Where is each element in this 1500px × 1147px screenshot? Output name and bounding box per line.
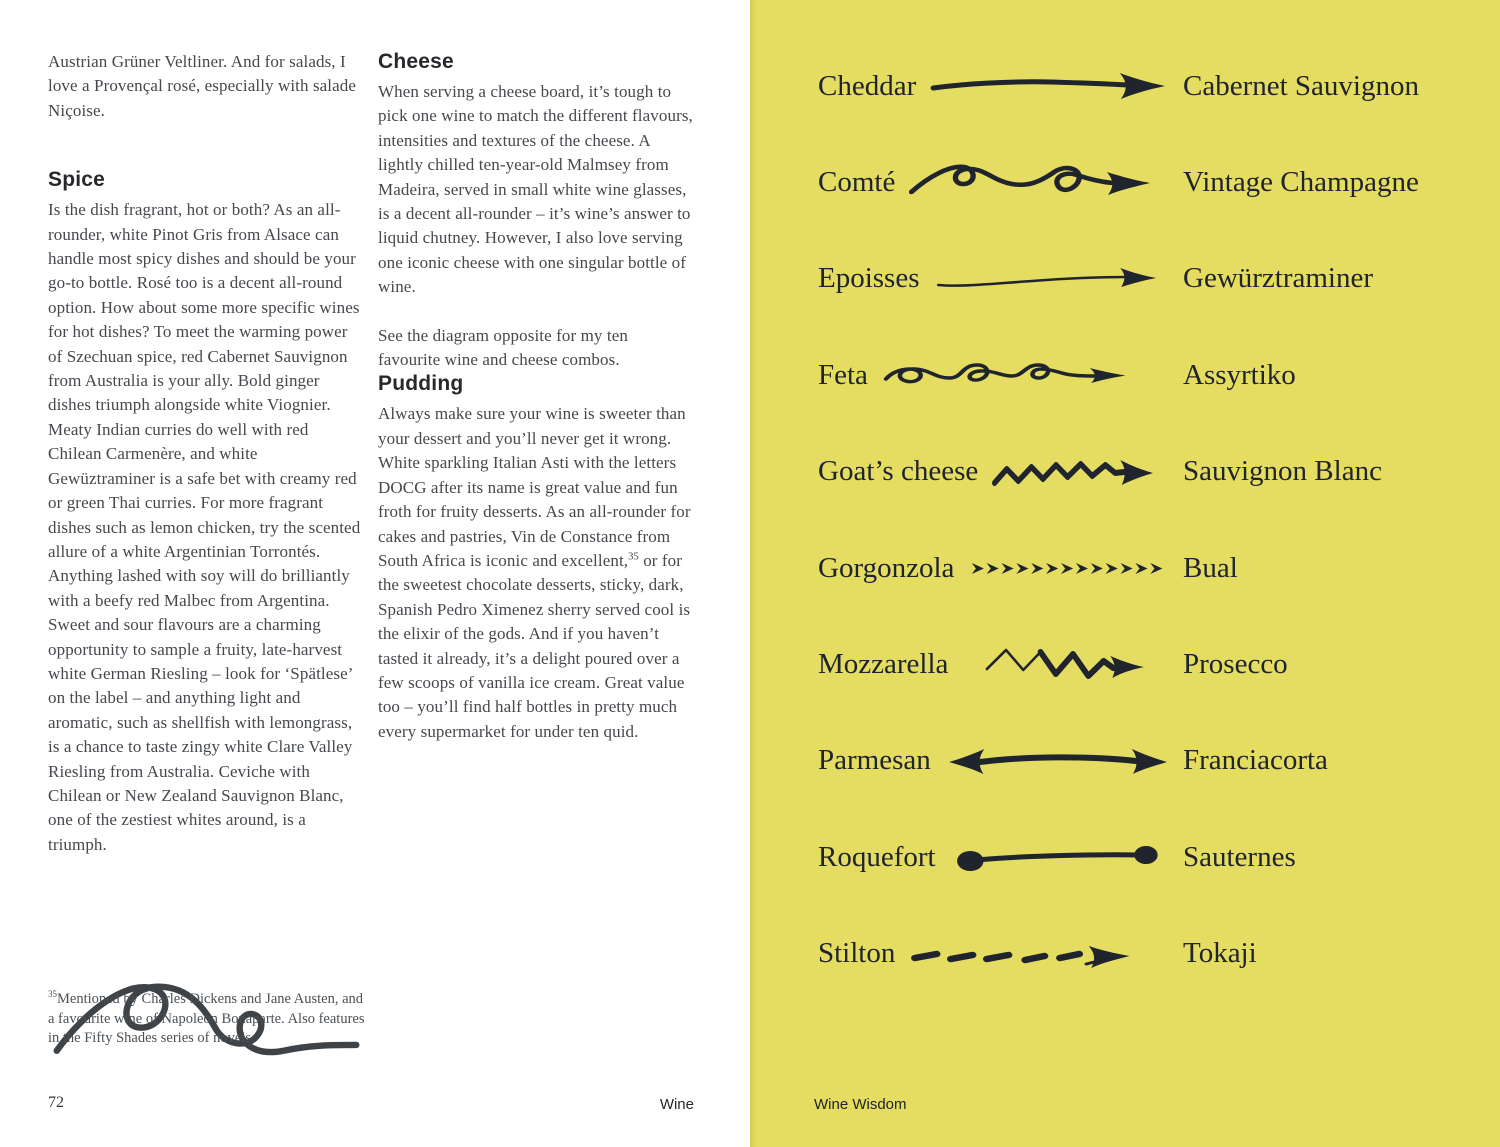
middle-column (378, 50, 694, 744)
thin-straight-arrow-icon (934, 253, 1174, 305)
cheese-label: Epoisses (818, 262, 920, 295)
footnote-block (48, 946, 368, 1049)
cheese-note-paragraph: See the diagram opposite for my ten favourite wine and cheese combos. (378, 325, 628, 370)
pairing-row (818, 616, 1460, 712)
pairing-row (818, 327, 1460, 423)
pudding-text-part2: or for the sweetest chocolate desserts, sticky, dark, Spanish Pedro Ximenez sherry served cool is the elixir of the gods. And if you haven’t tasted it already, it’s a delight poured over a few scoops of vanilla ice cream. Great value too – you’ll find half bottles in pretty much every supermarket for under ten quid. (378, 550, 691, 741)
wine-label: Franciacorta (1183, 744, 1328, 777)
cheese-label: Feta (818, 358, 868, 391)
pairing-row (818, 231, 1460, 327)
intro-paragraph: Austrian Grüner Veltliner. And for salads, I love a Provençal rosé, especially with salade Niçoise. (48, 52, 357, 120)
bold-straight-arrow-icon (930, 60, 1173, 112)
chapter-footer-label: Wine (659, 1096, 694, 1113)
cheese-label: Mozzarella (818, 648, 949, 681)
right-page (750, 0, 1500, 1147)
cheese-label: Comté (818, 166, 896, 199)
cheese-label: Roquefort (818, 840, 936, 873)
pairing-row (818, 38, 1460, 134)
pairing-row (818, 134, 1460, 230)
spice-heading: Spice (48, 168, 106, 192)
cheese-heading: Cheese (378, 50, 454, 73)
cursive-squiggle-arrow-icon (882, 349, 1173, 401)
dashed-arrowheads-arrow-icon (968, 542, 1173, 594)
pairing-row (818, 809, 1460, 905)
dashes-arrow-icon (909, 928, 1173, 980)
cheese-wine-pairing-diagram (818, 38, 1460, 1002)
cheese-label: Stilton (818, 937, 896, 970)
wine-label: Bual (1183, 551, 1238, 584)
wine-label: Tokaji (1183, 937, 1257, 970)
wine-label: Sauvignon Blanc (1183, 455, 1382, 488)
wine-label: Prosecco (1183, 648, 1288, 681)
left-column (48, 50, 361, 857)
pudding-text-part1: Always make sure your wine is sweeter than your dessert and you’ll never get it wrong. White sparkling Italian Asti with the letters DOCG after its name is great value and fun froth for fruity desserts. As an all-rounder for cakes and pastries, Vin de Constance from South Africa is iconic and excellent, (378, 404, 691, 570)
wine-label: Cabernet Sauvignon (1183, 69, 1419, 102)
footnote-reference: 35 (628, 551, 639, 563)
pairing-row (818, 424, 1460, 520)
zigzag-grow-arrow-icon (962, 639, 1173, 691)
pairing-row (818, 906, 1460, 1002)
dumbbell-line-arrow-icon (950, 831, 1173, 883)
wine-label: Assyrtiko (1183, 358, 1296, 391)
spice-paragraph: Is the dish fragrant, hot or both? As an all-rounder, white Pinot Gris from Alsace can handle most spicy dishes and should be your go-to bottle. Rosé too is a decent all-round option. How about some more specific wines for hot dishes? To meet the warming power of Szechuan spice, red Cabernet Sauvignon from Australia is your ally. Bold ginger dishes triumph alongside white Viognier. Meaty Indian curries do well with red Chilean Carmenère, and white Gewüztraminer is a safe bet with creamy red or green Thai curries. For more fragrant dishes such as lemon chicken, try the scented allure of a white Argentinian Torrontés. Anything lashed with soy will do brilliantly with a beefy red Malbec from Argentina. Sweet and sour flavours are a charming opportunity to sample a fruity, late-harvest white German Riesling – look for ‘Spätlese’ on the label – and anything light and aromatic, such as shellfish with lemongrass, is a chance to taste zingy white Clare Valley Riesling from Australia. Ceviche with Chilean or New Zealand Sauvignon Blanc, one of the zestiest whites around, is a triumph. (48, 200, 361, 854)
page-number: 72 (48, 1094, 64, 1111)
section-footer-label: Wine Wisdom (814, 1096, 907, 1113)
zigzag-wave-arrow-icon (992, 446, 1173, 498)
cheese-label: Parmesan (818, 744, 931, 777)
footnote-text: $^{35}$Mentioned by Charles Dickens and Jane Austen, and a favourite wine of Napoleon Bonaparte. Also features in the Fifty Shades series of novels. (48, 989, 365, 1046)
cheese-label: Goat’s cheese (818, 455, 979, 488)
cheese-label: Gorgonzola (818, 551, 955, 584)
flourish-squiggle-icon (48, 946, 368, 986)
pudding-paragraph (378, 402, 694, 744)
cheese-label: Cheddar (818, 69, 917, 102)
pudding-heading: Pudding (378, 372, 464, 396)
wine-label: Vintage Champagne (1183, 166, 1419, 199)
pairing-row (818, 520, 1460, 616)
cheese-paragraph: When serving a cheese board, it’s tough to pick one wine to match the different flavours, intensities and textures of the cheese. A lightly chilled ten-year-old Malmsey from Madeira, served in small white wine glasses, is a decent all-rounder – it’s wine’s answer to liquid chutney. However, I also love serving one iconic cheese with one singular bottle of wine. (378, 82, 693, 297)
wine-label: Sauternes (1183, 840, 1296, 873)
double-headed-arrow-icon (945, 735, 1173, 787)
loop-curl-arrow-icon (909, 157, 1173, 209)
wine-label: Gewürztraminer (1183, 262, 1374, 295)
footnote-marker: 35 (48, 989, 57, 1000)
pairing-row (818, 713, 1460, 809)
